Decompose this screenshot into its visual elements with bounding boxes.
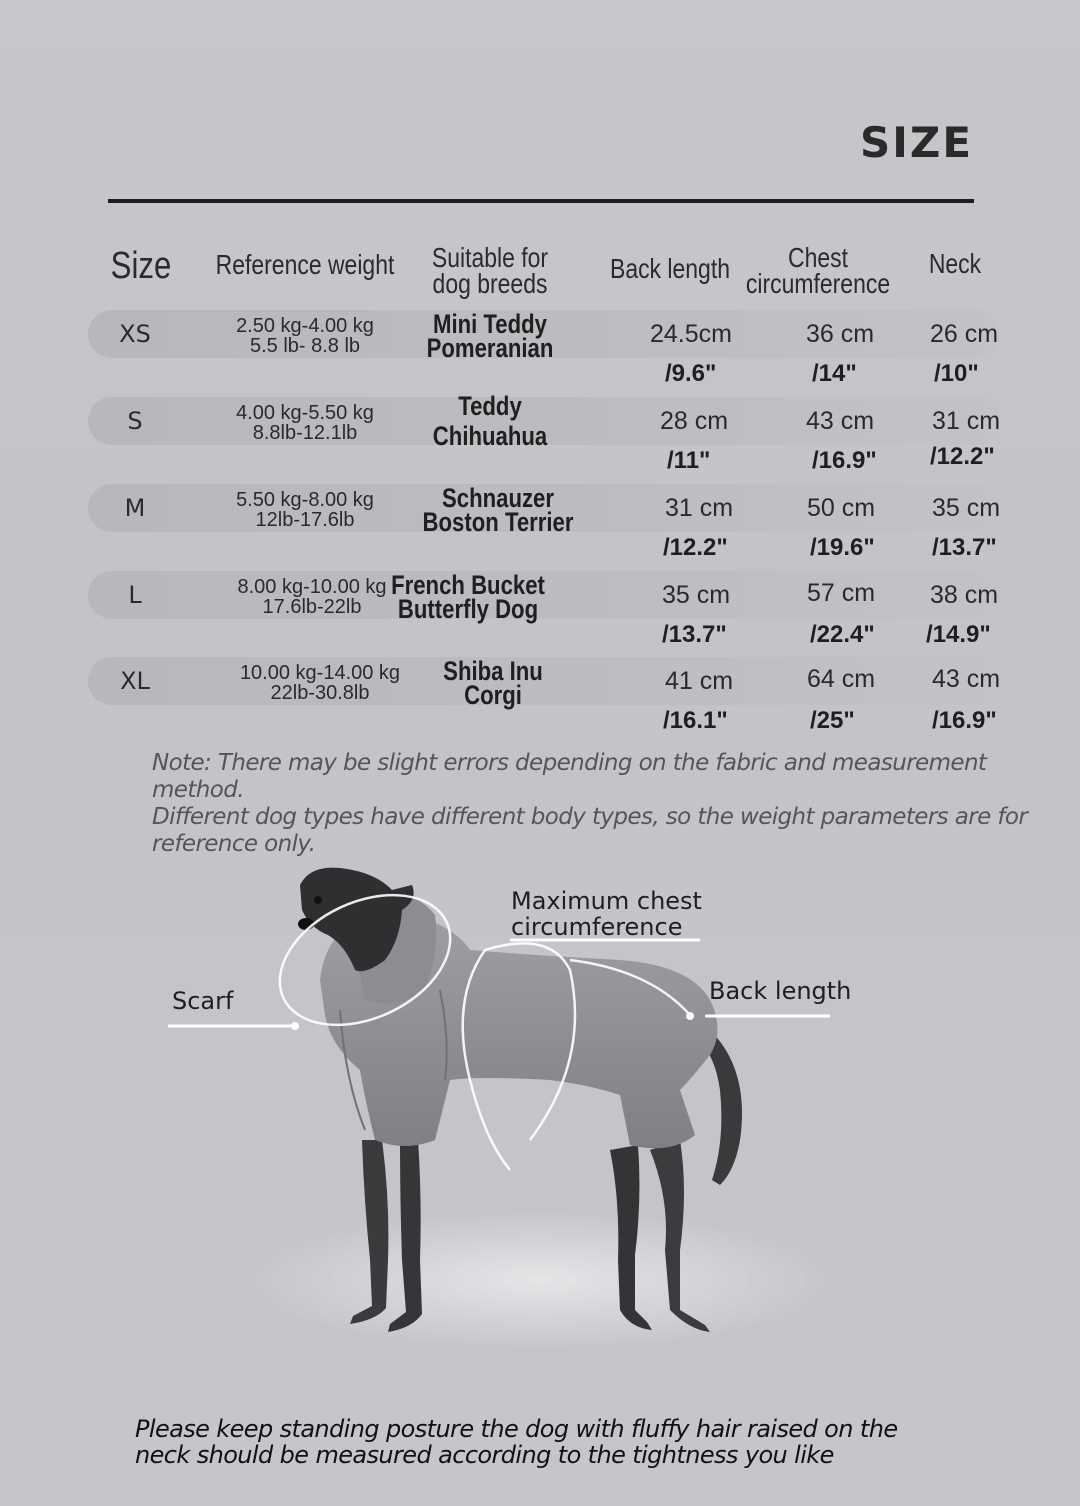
chest-label <box>511 888 702 940</box>
chest-cm: 43 cm <box>806 407 875 435</box>
weight-cell <box>205 490 405 530</box>
footer-line1: Please keep standing posture the dog with fluffy hair raised on the <box>135 1415 898 1443</box>
weight-kg: 8.00 kg-10.00 kg <box>237 576 387 598</box>
chest-cm: 36 cm <box>806 320 875 348</box>
weight-lb: 8.8lb-12.1lb <box>252 422 358 444</box>
neck-in: /12.2" <box>930 443 995 470</box>
back-length-label: Back length <box>709 977 852 1005</box>
breed-cell <box>390 570 546 624</box>
note-line2: Different dog types have different body types, so the weight parameters are for <box>152 804 1028 830</box>
breed-line1: Mini Teddy <box>433 309 547 339</box>
breed-line2: Butterfly Dog <box>397 594 539 624</box>
breed-line1: Teddy <box>458 391 522 421</box>
header-weight: Reference weight <box>215 249 395 280</box>
header-breeds-line1: Suitable for <box>431 242 549 273</box>
footer-instruction <box>135 1416 1035 1468</box>
chest-in: /22.4" <box>810 621 875 648</box>
size-label: XL <box>120 667 150 695</box>
back-length-cm: 31 cm <box>665 494 734 522</box>
weight-kg: 5.50 kg-8.00 kg <box>236 489 374 511</box>
neck-cm: 26 cm <box>930 320 999 348</box>
weight-cell <box>205 403 405 443</box>
weight-lb: 5.5 lb- 8.8 lb <box>249 335 361 357</box>
size-row-m <box>0 484 1080 574</box>
weight-kg: 2.50 kg-4.00 kg <box>236 315 374 337</box>
chest-in: /19.6" <box>810 534 875 561</box>
back-length-in: /9.6" <box>665 360 717 387</box>
weight-cell <box>212 577 412 617</box>
weight-kg: 10.00 kg-14.00 kg <box>239 662 401 684</box>
header-chest <box>745 242 891 299</box>
size-row-s <box>0 391 1080 487</box>
weight-lb: 17.6lb-22lb <box>262 596 362 618</box>
neck-in: /14.9" <box>926 621 991 648</box>
header-chest-line2: circumference <box>745 268 891 299</box>
chest-cm: 64 cm <box>807 665 876 693</box>
chest-cm: 57 cm <box>807 579 876 607</box>
breed-line2: Boston Terrier <box>422 507 574 537</box>
size-row-xl <box>0 657 1080 747</box>
title-divider <box>108 199 974 203</box>
scarf-label: Scarf <box>172 987 234 1015</box>
chest-label-line2: circumference <box>511 913 683 941</box>
neck-cm: 38 cm <box>930 581 999 609</box>
note-line3: reference only. <box>152 831 316 857</box>
size-label: L <box>128 581 142 609</box>
chest-in: /25" <box>810 707 855 734</box>
breed-line1: Schnauzer <box>442 483 554 513</box>
header-back-length: Back length <box>609 253 730 284</box>
back-length-cm: 35 cm <box>662 581 731 609</box>
footer-line2: neck should be measured according to the tightness you like <box>135 1441 834 1469</box>
neck-cm: 31 cm <box>932 407 1001 435</box>
back-length-in: /13.7" <box>662 621 727 648</box>
breed-cell <box>412 309 568 363</box>
weight-kg: 4.00 kg-5.50 kg <box>236 402 374 424</box>
weight-cell <box>220 663 420 703</box>
size-label: XS <box>119 320 151 348</box>
back-length-in: /11" <box>667 447 711 474</box>
breed-line2: Corgi <box>464 680 522 710</box>
weight-lb: 12lb-17.6lb <box>255 509 355 531</box>
back-length-cm: 28 cm <box>660 407 729 435</box>
header-neck: Neck <box>928 248 982 279</box>
breed-cell <box>420 483 576 537</box>
back-length-in: /12.2" <box>663 534 728 561</box>
back-length-cm: 41 cm <box>665 667 734 695</box>
chest-label-line1: Maximum chest <box>511 887 702 915</box>
breed-line1: Shiba Inu <box>443 656 543 686</box>
back-length-cm: 24.5cm <box>650 320 732 348</box>
neck-cm: 43 cm <box>932 665 1001 693</box>
breed-line1: French Bucket <box>391 570 545 600</box>
chest-in: /16.9" <box>812 447 877 474</box>
breed-line2: Chihuahua <box>432 421 548 451</box>
breed-cell <box>412 391 568 451</box>
breed-line2: Pomeranian <box>426 333 554 363</box>
dog-measurement-illustration <box>150 840 890 1360</box>
header-size: Size <box>110 245 172 287</box>
back-length-in: /16.1" <box>663 707 728 734</box>
size-label: S <box>127 407 143 435</box>
neck-in: /10" <box>934 360 979 387</box>
size-label: M <box>124 494 146 522</box>
header-breeds-line2: dog breeds <box>432 268 548 299</box>
size-row-l <box>0 571 1080 661</box>
header-chest-line1: Chest <box>788 242 848 273</box>
weight-lb: 22lb-30.8lb <box>270 682 370 704</box>
chest-cm: 50 cm <box>807 494 876 522</box>
page-title: SIZE <box>860 118 974 167</box>
weight-cell <box>205 316 405 356</box>
size-row-xs <box>0 310 1080 400</box>
header-breeds <box>424 242 555 299</box>
breed-cell <box>415 656 571 710</box>
note-line1: Note: There may be slight errors depending on the fabric and measurement method. <box>152 750 987 803</box>
neck-cm: 35 cm <box>932 494 1001 522</box>
chest-in: /14" <box>812 360 857 387</box>
neck-in: /16.9" <box>932 707 997 734</box>
neck-in: /13.7" <box>932 534 997 561</box>
